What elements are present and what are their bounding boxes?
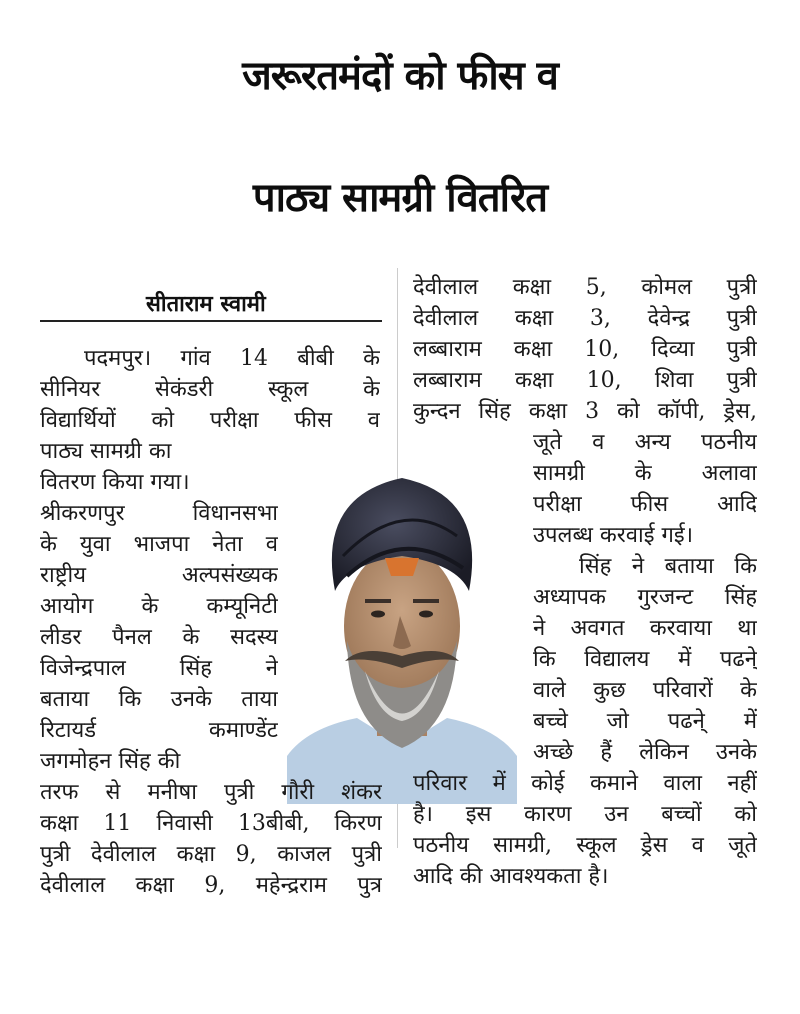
byline: सीताराम स्वामी [146, 291, 266, 317]
right-column-line: देवीलाल कक्षा 5, कोमल पुत्री [413, 275, 757, 300]
right-column-line: बच्चे जो पढने् में [533, 709, 757, 734]
right-column-line: अध्यापक गुरजन्ट सिंह [533, 585, 757, 610]
right-column-line: कि विद्यालय में पढने् [533, 647, 757, 672]
right-column-line: देवीलाल कक्षा 3, देवेन्द्र पुत्री [413, 306, 757, 331]
left-column-line: कक्षा 11 निवासी 13बीबी, किरण [40, 811, 382, 836]
right-column-line: ने अवगत करवाया था [533, 616, 757, 641]
left-column-line: लीडर पैनल के सदस्य [40, 625, 278, 650]
right-column-line: वाले कुछ परिवारों के [533, 678, 757, 703]
right-column-line: लब्बाराम कक्षा 10, शिवा पुत्री [413, 368, 757, 393]
right-column-line: अच्छे हैं लेकिन उनके [533, 740, 757, 765]
headline-line-2: पाठ्य सामग्री वितरित [252, 175, 548, 221]
left-column-line: पुत्री देवीलाल कक्षा 9, काजल पुत्री [40, 842, 382, 867]
left-column-line: तरफ से मनीषा पुत्री गौरी शंकर [40, 780, 382, 805]
right-column-line: सामग्री के अलावा [533, 461, 757, 486]
left-column-line: रिटायर्ड कमाण्डेंट [40, 718, 278, 743]
left-column-line: विजेन्द्रपाल सिंह ने [40, 656, 278, 681]
right-column-line: आदि की आवश्यकता है। [413, 864, 609, 889]
portrait-photo [287, 456, 517, 804]
right-column-line: है। इस कारण उन बच्चों को [413, 802, 757, 827]
left-column-line: श्रीकरणपुर विधानसभा [40, 501, 278, 526]
right-column-line: लब्बाराम कक्षा 10, दिव्या पुत्री [413, 337, 757, 362]
left-column-line: पाठ्य सामग्री का [40, 439, 172, 464]
left-column-line: पदमपुर। गांव 14 बीबी के [84, 346, 380, 371]
right-column-line: परीक्षा फीस आदि [533, 492, 757, 517]
left-column-line: राष्ट्रीय अल्पसंख्यक [40, 563, 278, 588]
left-column-line: के युवा भाजपा नेता व [40, 532, 278, 557]
left-column-line: वितरण किया गया। [40, 470, 190, 495]
left-column-line: आयोग के कम्यूनिटी [40, 594, 278, 619]
right-column-line: परिवार में कोई कमाने वाला नहीं [413, 771, 757, 796]
byline-rule [40, 320, 382, 322]
right-column-line: उपलब्ध करवाई गई। [533, 523, 694, 548]
left-column-line: विद्यार्थियों को परीक्षा फीस व [40, 408, 380, 433]
right-column-line: सिंह ने बताया कि [579, 554, 757, 579]
left-column-line: जगमोहन सिंह की [40, 749, 181, 774]
left-column-line: बताया कि उनके ताया [40, 687, 278, 712]
headline-line-1: जरूरतमंदों को फीस व [242, 53, 558, 99]
right-column-line: पठनीय सामग्री, स्कूल ड्रेस व जूते [413, 833, 757, 858]
right-column-line: जूते व अन्य पठनीय [533, 430, 757, 455]
left-column-line: सीनियर सेकंडरी स्कूल के [40, 377, 380, 402]
left-column-line: देवीलाल कक्षा 9, महेन्द्रराम पुत्र [40, 873, 382, 898]
right-column-line: कुन्दन सिंह कक्षा 3 को कॉपी, ड्रेस, [413, 399, 757, 424]
